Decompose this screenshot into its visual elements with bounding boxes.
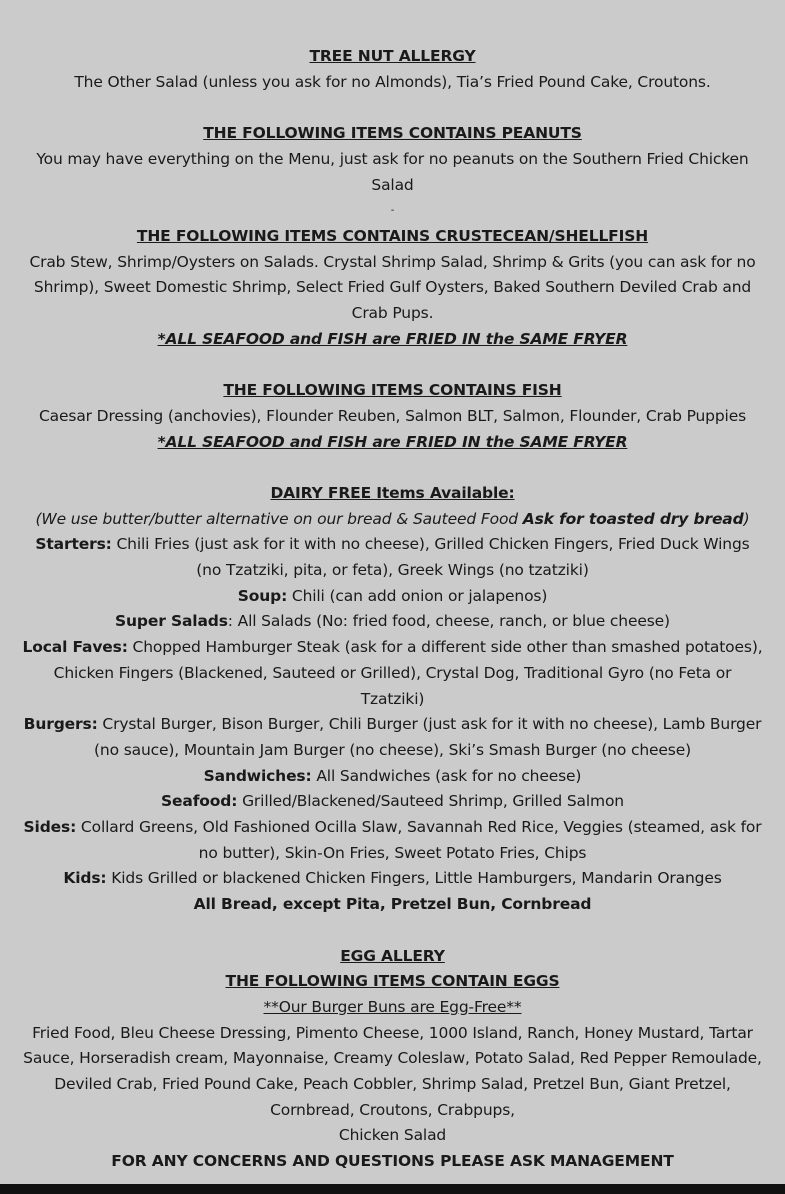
bottom-bar (0, 1184, 785, 1194)
shellfish-heading: THE FOLLOWING ITEMS CONTAINS CRUSTECEAN/SHELLFISH (136, 226, 649, 245)
allergen-content (22, 44, 763, 1175)
egg-buns-note: **Our Burger Buns are Egg-Free** (263, 997, 522, 1016)
fish-heading: THE FOLLOWING ITEMS CONTAINS FISH (223, 381, 562, 400)
dairy-item-text: Kids Grilled or blackened Chicken Fingers, Little Hamburgers, Mandarin Oranges (106, 869, 722, 888)
dairy-item-burgers (22, 712, 763, 763)
dairy-item-starters (22, 532, 763, 583)
tree-nut-heading: TREE NUT ALLERGY (309, 47, 476, 65)
dairy-item-label: Kids: (63, 869, 107, 888)
egg-text: Fried Food, Bleu Cheese Dressing, Pimento Cheese, 1000 Island, Ranch, Honey Mustard, Tartar Sauce, Horseradish cream, Mayonnaise, Creamy Coleslaw, Potato Salad, Red Pepper Remoulade, Deviled Crab, Fried Pound Cake, Peach Cobbler, Shrimp Salad, Pretzel Bun, Giant Pretzel, Cornbread, Croutons, Crabpups, (23, 1023, 762, 1119)
egg-heading: EGG ALLERY (340, 946, 445, 965)
shellfish-fryer-note: *ALL SEAFOOD and FISH are FRIED IN the SAME FRYER (157, 329, 628, 348)
peanuts-text: You may have everything on the Menu, just ask for no peanuts on the Southern Fried Chicken Salad (36, 149, 749, 194)
dairy-item-text: Grilled/Blackened/Sauteed Shrimp, Grilled Salmon (237, 792, 624, 811)
fish-text: Caesar Dressing (anchovies), Flounder Reuben, Salmon BLT, Salmon, Flounder, Crab Puppies (38, 406, 747, 425)
shellfish-text: Crab Stew, Shrimp/Oysters on Salads. Crystal Shrimp Salad, Shrimp & Grits (you can ask for no Shrimp), Sweet Domestic Shrimp, Select Fried Gulf Oysters, Baked Southern Deviled Crab and Crab Pups. (29, 252, 756, 323)
dairy-item-label: Local Faves: (22, 638, 128, 657)
dairy-item-label: Sandwiches: (203, 766, 312, 785)
fish-fryer-note: *ALL SEAFOOD and FISH are FRIED IN the SAME FRYER (157, 432, 628, 451)
dairy-item-super-salads (22, 609, 763, 635)
peanuts-heading: THE FOLLOWING ITEMS CONTAINS PEANUTS (203, 124, 582, 143)
dairy-note-bold: Ask for toasted dry bread (522, 509, 744, 528)
dairy-item-label: Sides: (23, 818, 77, 837)
separator-dash: - (390, 205, 395, 217)
dairy-item-text: All Sandwiches (ask for no cheese) (311, 766, 582, 785)
dairy-note-open: (We use butter/butter alternative on our bread & Sauteed Food (35, 509, 523, 528)
dairy-item-local-faves (22, 635, 763, 712)
dairy-item-text: Chopped Hamburger Steak (ask for a different side other than smashed potatoes), Chicken Fingers (Blackened, Sauteed or Grilled), Crystal Dog, Traditional Gyro (no Feta or Tzatziki) (53, 638, 763, 708)
egg-subheading: THE FOLLOWING ITEMS CONTAIN EGGS (225, 972, 560, 991)
dairy-item-seafood (22, 789, 763, 815)
dairy-item-text: Chili Fries (just ask for it with no cheese), Grilled Chicken Fingers, Fried Duck Wings (no Tzatziki, pita, or feta), Greek Wings (no tzatziki) (111, 535, 750, 580)
dairy-note (22, 507, 763, 533)
dairy-item-label: Burgers: (23, 715, 98, 734)
dairy-item-text: : All Salads (No: fried food, cheese, ranch, or blue cheese) (227, 612, 670, 631)
dairy-item-soup (22, 584, 763, 610)
dairy-item-sandwiches (22, 764, 763, 790)
dairy-item-label: Super Salads (115, 612, 228, 631)
dairy-item-label: Soup: (237, 586, 288, 605)
dairy-item-text: Chili (can add onion or jalapenos) (287, 586, 548, 605)
dairy-item-text: Crystal Burger, Bison Burger, Chili Burger (just ask for it with no cheese), Lamb Burger (no sauce), Mountain Jam Burger (no cheese), Ski’s Smash Burger (no cheese) (94, 715, 762, 759)
dairy-item-kids (22, 866, 763, 892)
dairy-heading: DAIRY FREE Items Available: (270, 483, 515, 502)
egg-last-line: Chicken Salad (338, 1126, 447, 1145)
footer-notice: FOR ANY CONCERNS AND QUESTIONS PLEASE ASK MANAGEMENT (111, 1152, 674, 1171)
dairy-bread-note: All Bread, except Pita, Pretzel Bun, Cornbread (193, 895, 592, 914)
dairy-item-text: Collard Greens, Old Fashioned Ocilla Slaw, Savannah Red Rice, Veggies (steamed, ask for no butter), Skin-On Fries, Sweet Potato Fries, Chips (76, 818, 762, 862)
dairy-item-label: Starters: (35, 535, 112, 554)
dairy-item-sides (22, 815, 763, 866)
tree-nut-text: The Other Salad (unless you ask for no Almonds), Tia’s Fried Pound Cake, Croutons. (74, 72, 711, 91)
dairy-item-label: Seafood: (161, 792, 238, 811)
dairy-note-close: ) (743, 509, 750, 528)
